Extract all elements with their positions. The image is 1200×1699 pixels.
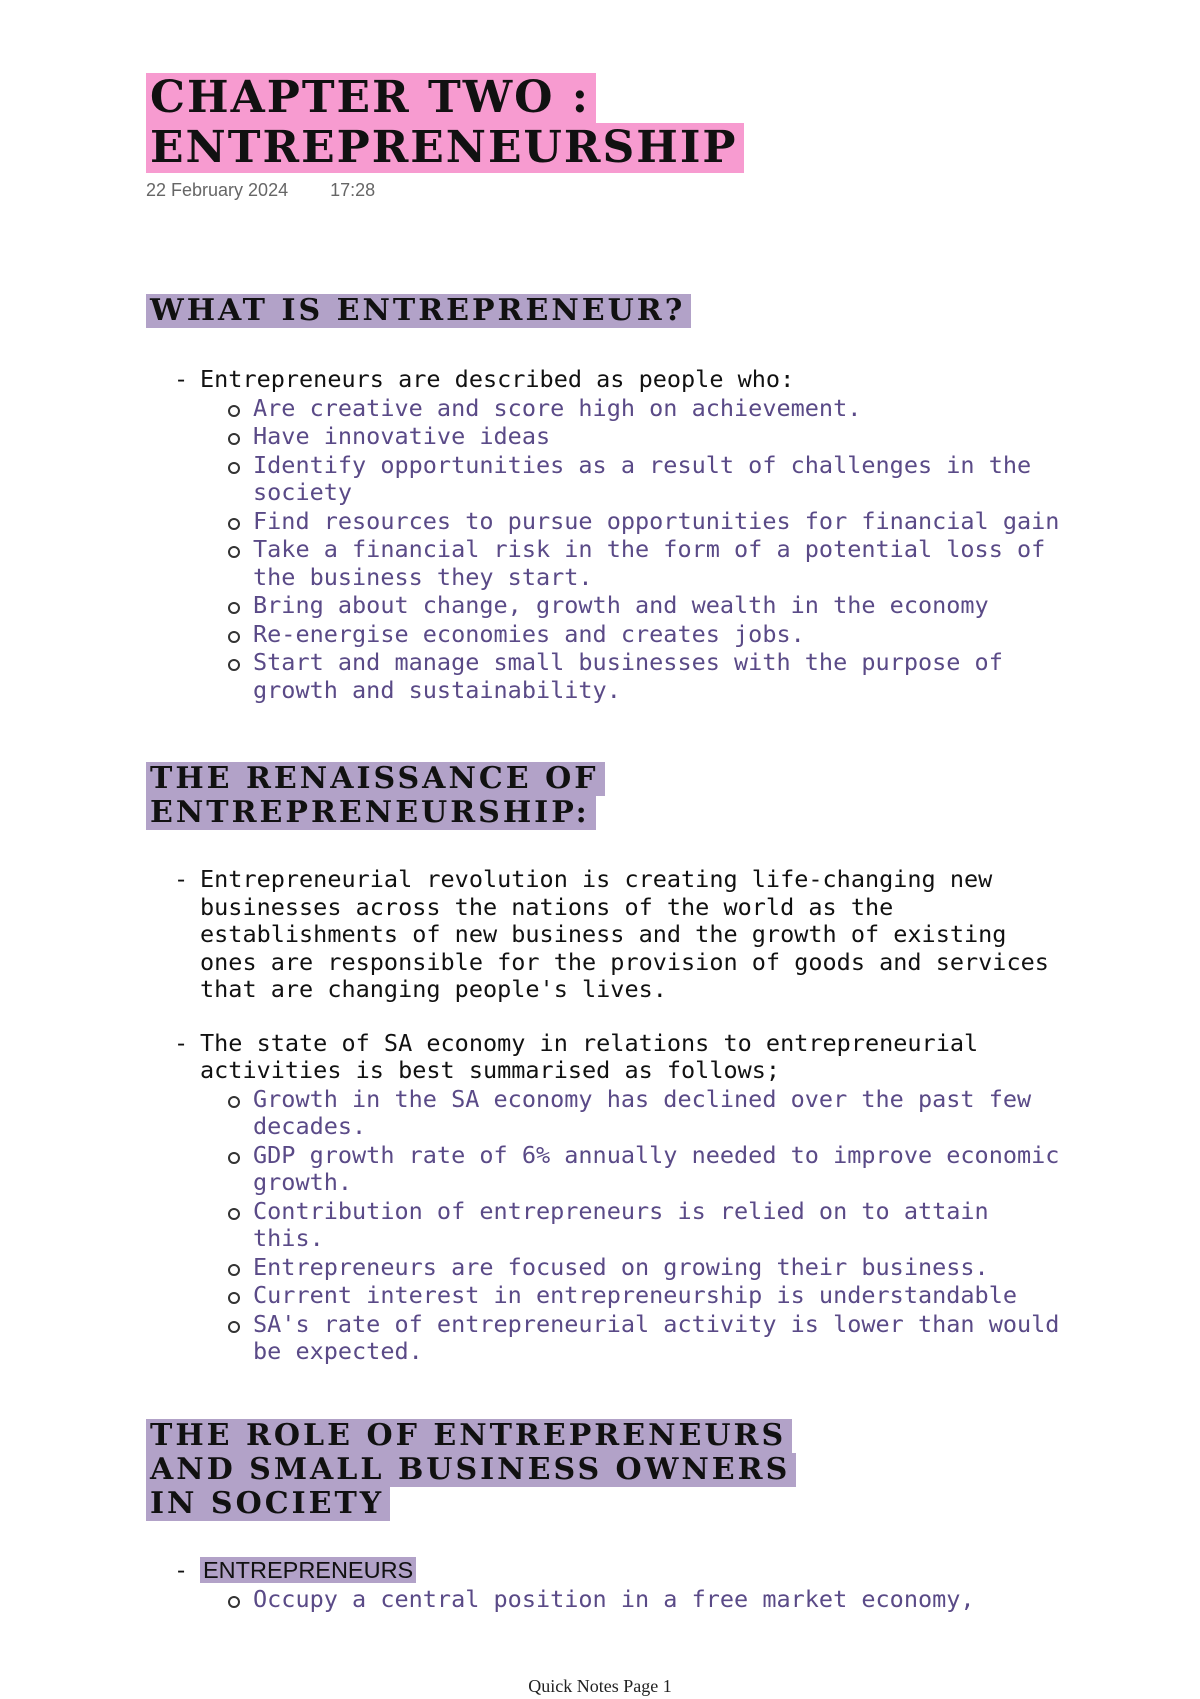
list-item: Identify opportunities as a result of challenges in the society [172,452,1072,507]
list-item: GDP growth rate of 6% annually needed to improve economic growth. [172,1142,1072,1197]
page-footer: Quick Notes Page 1 [528,1676,672,1696]
list-item: Are creative and score high on achievement. [172,395,1072,423]
section-heading-role-line-3: IN SOCIETY [146,1487,390,1521]
section-heading-renaissance-line-2: ENTREPRENEURSHIP: [146,796,596,830]
list-item [172,1557,1072,1585]
section-heading-role-line-1: THE ROLE OF ENTREPRENEURS [146,1419,792,1453]
section2-list [172,866,1072,1366]
list-item: SA's rate of entrepreneurial activity is lower than would be expected. [172,1311,1072,1366]
note-time: 17:28 [330,180,376,200]
list-item: - The state of SA economy in relations to entrepreneurial activities is best summarised as follows; [172,1030,1072,1085]
list-item: Take a financial risk in the form of a potential loss of the business they start. [172,536,1072,591]
section3-list [172,1557,1072,1613]
page-title-line-1: CHAPTER TWO : [146,73,596,123]
list-item: Have innovative ideas [172,423,1072,451]
section-heading-what-is-entrepreneur: WHAT IS ENTREPRENEUR? [146,294,691,328]
list-item: - Entrepreneurial revolution is creating life-changing new businesses across the nations of the world as the establishments of new business and the growth of existing ones are responsible for the provision of goods and services that are changing people's lives. [172,866,1072,1004]
note-timestamp [146,180,375,201]
list-item: Occupy a central position in a free market economy, [172,1586,1072,1614]
list-item: Growth in the SA economy has declined over the past few decades. [172,1086,1072,1141]
page-title-line-2: ENTREPRENEURSHIP [146,123,744,173]
list-item: Start and manage small businesses with the purpose of growth and sustainability. [172,649,1072,704]
section-heading-renaissance-line-1: THE RENAISSANCE OF [146,762,605,796]
list-item: Bring about change, growth and wealth in the economy [172,592,1072,620]
section-heading-role-line-2: AND SMALL BUSINESS OWNERS [146,1453,796,1487]
section1-list [172,366,1072,704]
list-item: Re-energise economies and creates jobs. [172,621,1072,649]
note-date: 22 February 2024 [146,180,289,200]
list-item: Find resources to pursue opportunities for financial gain [172,508,1072,536]
list-spacer [172,1004,1072,1030]
entrepreneurs-label: ENTREPRENEURS [200,1557,416,1583]
list-item: - Entrepreneurs are described as people who: [172,366,1072,394]
list-item: Contribution of entrepreneurs is relied on to attain this. [172,1198,1072,1253]
list-item: Current interest in entrepreneurship is understandable [172,1282,1072,1310]
list-item: Entrepreneurs are focused on growing their business. [172,1254,1072,1282]
